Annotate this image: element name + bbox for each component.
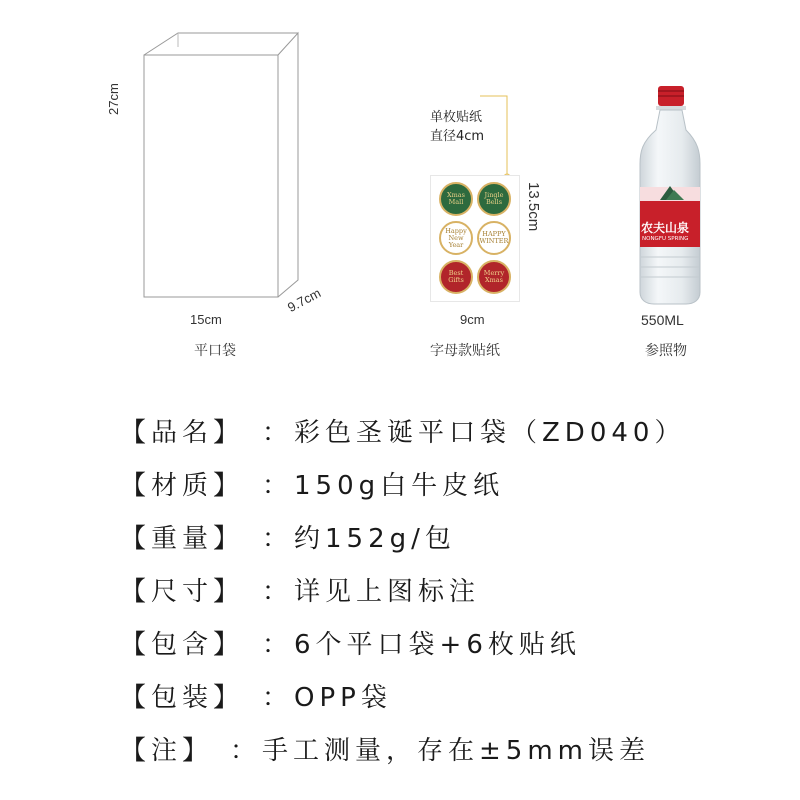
spec-row-size bbox=[120, 569, 480, 609]
spec-row-note bbox=[120, 728, 650, 768]
spec-colon: ： bbox=[230, 735, 262, 766]
spec-row-material bbox=[120, 463, 504, 503]
spec-key: 【包装】 bbox=[120, 682, 245, 713]
bottle-brand-cn: 农夫山泉 bbox=[641, 221, 690, 235]
sticker-5: Best Gifts bbox=[439, 260, 473, 294]
sticker-3: Happy New Year bbox=[439, 221, 473, 255]
spec-colon: ： bbox=[262, 629, 294, 660]
spec-colon: ： bbox=[262, 417, 294, 448]
spec-value: 彩色圣诞平口袋（ZD040） bbox=[294, 417, 686, 448]
water-bottle-illustration bbox=[630, 82, 710, 307]
bottle-caption: 参照物 bbox=[645, 343, 687, 359]
sticker-note bbox=[430, 108, 484, 146]
sticker-2: Jingle Bells bbox=[477, 182, 511, 216]
spec-row-weight bbox=[120, 516, 456, 556]
sticker-1: Xmas Mall bbox=[439, 182, 473, 216]
spec-colon: ： bbox=[262, 470, 294, 501]
spec-row-contents bbox=[120, 622, 581, 662]
bag-caption: 平口袋 bbox=[194, 343, 236, 359]
spec-key: 【品名】 bbox=[120, 417, 245, 448]
spec-value: 详见上图标注 bbox=[294, 576, 481, 607]
spec-colon: ： bbox=[262, 576, 294, 607]
spec-row-packaging bbox=[120, 675, 392, 715]
sticker-caption: 字母款贴纸 bbox=[430, 343, 500, 359]
sticker-4: HAPPY WINTER bbox=[477, 221, 511, 255]
spec-value: OPP袋 bbox=[294, 682, 392, 713]
spec-key: 【包含】 bbox=[120, 629, 245, 660]
spec-key: 【尺寸】 bbox=[120, 576, 245, 607]
bag-depth-label: 9.7cm bbox=[284, 285, 324, 315]
spec-key: 【材质】 bbox=[120, 470, 245, 501]
sticker-6: Merry Xmas bbox=[477, 260, 511, 294]
spec-value: 约152g/包 bbox=[294, 523, 456, 554]
flat-bag-illustration bbox=[130, 25, 320, 310]
bottle-brand-en: NONGFU SPRING bbox=[642, 236, 689, 242]
spec-colon: ： bbox=[262, 523, 294, 554]
spec-value: 6个平口袋+6枚贴纸 bbox=[294, 629, 581, 660]
sticker-note-line1: 单枚贴纸 bbox=[430, 110, 483, 125]
sticker-height-label: 13.5cm bbox=[525, 182, 542, 232]
bag-width-label: 15cm bbox=[190, 312, 222, 327]
spec-value: 150g白牛皮纸 bbox=[294, 470, 505, 501]
bag-height-label: 27cm bbox=[106, 83, 121, 115]
spec-colon: ： bbox=[262, 682, 294, 713]
bottle-volume-label: 550ML bbox=[641, 312, 684, 328]
spec-key: 【注】 bbox=[120, 735, 214, 766]
spec-key: 【重量】 bbox=[120, 523, 245, 554]
spec-value: 手工测量，存在±5mm误差 bbox=[262, 735, 650, 766]
sticker-width-label: 9cm bbox=[460, 312, 485, 327]
sticker-sheet bbox=[430, 175, 520, 302]
sticker-note-line2: 直径4cm bbox=[430, 129, 485, 144]
sticker-leader-line bbox=[480, 90, 520, 185]
spec-row-name bbox=[120, 410, 685, 450]
